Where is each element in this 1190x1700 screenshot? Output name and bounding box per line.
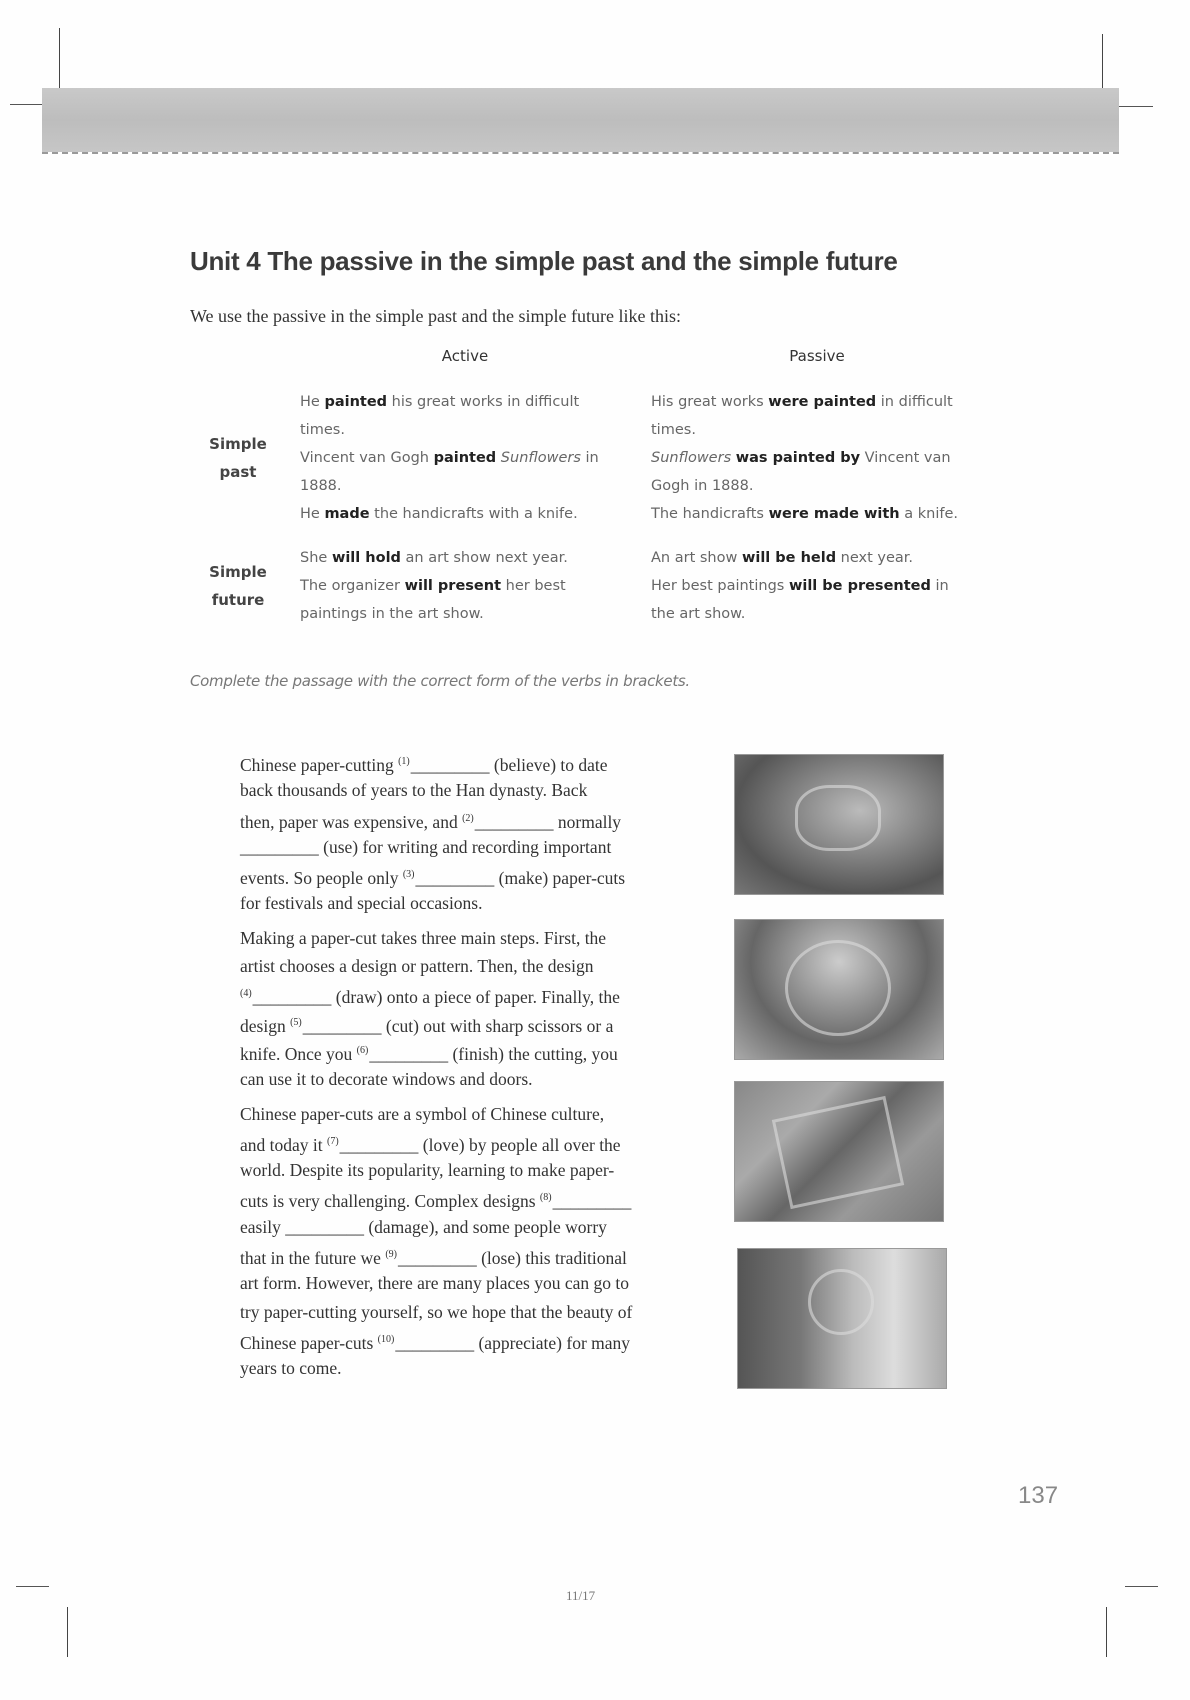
passage-line (240, 1128, 710, 1156)
passage-line (240, 1298, 710, 1326)
text-segment: will be held (741, 550, 837, 566)
crop-mark (1106, 1607, 1107, 1657)
passage-line (240, 1241, 710, 1269)
text-segment: and today it (240, 1134, 327, 1155)
active-examples (300, 388, 599, 528)
passage-line (240, 805, 710, 833)
text-segment: artist chooses a design or pattern. Then, the design (240, 956, 594, 977)
text-segment: events. So people only (240, 868, 403, 889)
text-segment: (finish) the cutting, you (448, 1043, 618, 1064)
row-label-line: Simple (209, 563, 267, 581)
text-segment: for festivals and special occasions. (240, 893, 483, 914)
passage-line (240, 952, 710, 980)
text-segment: easily (240, 1216, 286, 1237)
crop-mark (10, 104, 42, 105)
text-segment: (make) paper-cuts (494, 868, 626, 889)
example-line (651, 572, 949, 600)
example-line (651, 500, 958, 528)
text-segment: cuts is very challenging. Complex designs (240, 1191, 540, 1212)
intro-text: We use the passive in the simple past and the simple future like this: (190, 306, 681, 326)
text-segment: were made with (768, 506, 900, 522)
text-segment: painted (433, 450, 497, 466)
passage-line (240, 1354, 710, 1382)
text-segment: (believe) to date (489, 755, 608, 775)
text-segment: art form. However, there are many places you can go to (240, 1273, 629, 1294)
passage-line (240, 833, 710, 861)
example-line (651, 416, 958, 444)
question-number: (6) (356, 1044, 369, 1056)
text-segment: The handicrafts (651, 506, 769, 522)
crop-mark (1125, 1586, 1158, 1587)
text-segment: (draw) onto a piece of paper. Finally, the (331, 987, 620, 1008)
answer-blank[interactable]: _________ (339, 1134, 419, 1155)
question-number: (4) (240, 988, 252, 1000)
text-segment: He (300, 506, 325, 522)
text-segment: next year. (836, 550, 914, 566)
text-segment: the art show. (651, 606, 746, 622)
answer-blank[interactable]: _________ (302, 1015, 382, 1036)
passive-examples (651, 388, 958, 528)
text-segment: then, paper was expensive, and (240, 811, 463, 832)
text-segment: in (930, 578, 949, 594)
question-number: (8) (539, 1192, 552, 1204)
text-segment: Gogh in 1888. (651, 478, 754, 494)
passage-line (240, 1037, 710, 1065)
text-segment: design (240, 1015, 291, 1036)
passage-line (240, 980, 710, 1008)
passage-line (240, 748, 710, 776)
footer-page-count: 11/17 (566, 1588, 596, 1603)
passage-line (240, 1184, 710, 1212)
text-segment: her best (501, 578, 566, 594)
question-number: (3) (402, 869, 415, 881)
text-segment: a knife. (899, 506, 958, 522)
photo-window-decoration (737, 1248, 947, 1389)
example-line (300, 544, 568, 572)
passage-line (240, 1213, 710, 1241)
crop-mark (1119, 106, 1153, 107)
example-line (651, 388, 958, 416)
text-segment: An art show (651, 550, 742, 566)
answer-blank[interactable]: _________ (552, 1191, 632, 1212)
crop-mark (67, 1607, 68, 1657)
answer-blank[interactable]: _________ (410, 755, 490, 775)
exercise-passage (240, 748, 710, 1389)
text-segment: an art show next year. (400, 550, 568, 566)
text-segment: Chinese paper-cutting (240, 755, 399, 775)
text-segment: Her best paintings (651, 578, 789, 594)
text-segment: paintings in the art show. (300, 606, 484, 622)
page-number: 137 (1018, 1482, 1059, 1509)
photo-scissors-cutting (734, 919, 944, 1060)
example-line (300, 572, 568, 600)
example-line (300, 600, 568, 628)
text-segment: will hold (331, 550, 401, 566)
passage-line (240, 1269, 710, 1297)
text-segment: will be presented (788, 578, 931, 594)
text-segment: Chinese paper-cuts are a symbol of Chinese culture, (240, 1103, 605, 1124)
example-line (300, 472, 599, 500)
text-segment: Vincent van Gogh (300, 450, 434, 466)
passage-paragraph (240, 748, 710, 918)
photo-paper-cutting-hands (734, 754, 944, 895)
text-segment: (appreciate) for many (474, 1332, 631, 1353)
text-segment: (love) by people all over the (418, 1134, 621, 1155)
passage-line (240, 1065, 710, 1093)
row-label (188, 430, 288, 486)
text-segment: normally (553, 811, 622, 832)
text-segment: was painted by (735, 450, 861, 466)
text-segment: that in the future we (240, 1248, 386, 1269)
header-band (42, 88, 1119, 152)
text-segment: world. Despite its popularity, learning to make paper- (240, 1160, 615, 1181)
answer-blank[interactable]: _________ (240, 836, 319, 857)
text-segment: Vincent van (860, 450, 951, 466)
passage-paragraph (240, 1100, 710, 1383)
question-number: (7) (327, 1135, 339, 1147)
answer-blank[interactable]: _________ (395, 1332, 475, 1353)
answer-blank[interactable]: _________ (397, 1248, 477, 1269)
example-line (651, 444, 958, 472)
text-segment: times. (300, 422, 345, 438)
text-segment: try paper-cutting yourself, so we hope that the beauty of (240, 1301, 633, 1322)
page-title: Unit 4 The passive in the simple past and the simple future (190, 246, 898, 276)
question-number: (5) (290, 1016, 302, 1028)
example-line (300, 388, 599, 416)
example-line (651, 600, 949, 628)
passage-line (240, 1100, 710, 1128)
text-segment: in (580, 450, 599, 466)
answer-blank[interactable]: _________ (285, 1216, 364, 1237)
example-line (651, 472, 958, 500)
text-segment: times. (651, 422, 696, 438)
text-segment: his great works in difficult (387, 394, 580, 410)
text-segment: will present (404, 578, 502, 594)
passage-line (240, 889, 710, 917)
text-segment: Making a paper-cut takes three main steps. First, the (240, 927, 607, 948)
passage-line (240, 1156, 710, 1184)
example-line (300, 416, 599, 444)
text-segment: knife. Once you (240, 1043, 357, 1064)
text-segment: (damage), and some people worry (363, 1216, 607, 1237)
text-segment: were painted (768, 394, 877, 410)
exercise-instruction: Complete the passage with the correct form of the verbs in brackets. (190, 672, 690, 690)
question-number: (10) (377, 1333, 395, 1345)
passage-line (240, 861, 710, 889)
answer-blank[interactable]: _________ (369, 1043, 449, 1064)
row-label-line: future (211, 591, 265, 609)
text-segment: in difficult (876, 394, 953, 410)
text-segment: (use) for writing and recording important (318, 836, 612, 857)
text-segment: Sunflowers (500, 450, 581, 466)
text-segment: years to come. (240, 1358, 342, 1379)
row-label-line: past (219, 463, 257, 481)
text-segment: The organizer (300, 578, 405, 594)
text-segment: Sunflowers (651, 450, 732, 466)
photo-framed-paper-cuts (734, 1081, 944, 1222)
cut-line (42, 152, 1119, 154)
text-segment: the handicrafts with a knife. (369, 506, 578, 522)
passage-paragraph (240, 924, 710, 1094)
question-number: (1) (398, 756, 410, 767)
crop-mark (16, 1586, 49, 1587)
column-header-active: Active (441, 347, 489, 365)
passage-line (240, 1009, 710, 1037)
passive-examples (651, 544, 949, 628)
answer-blank[interactable]: _________ (474, 811, 554, 832)
active-examples (300, 544, 568, 628)
text-segment: (cut) out with sharp scissors or a (381, 1015, 614, 1036)
text-segment: painted (324, 394, 388, 410)
crop-mark (1102, 34, 1103, 88)
text-segment: She (300, 550, 332, 566)
question-number: (9) (385, 1249, 397, 1261)
text-segment: back thousands of years to the Han dynasty. Back (240, 780, 588, 801)
answer-blank[interactable]: _________ (252, 987, 332, 1008)
text-segment: Chinese paper-cuts (240, 1332, 378, 1353)
passage-line (240, 776, 710, 804)
text-segment: made (324, 506, 370, 522)
question-number: (2) (462, 812, 474, 824)
text-segment: (lose) this traditional (476, 1248, 627, 1269)
passage-line (240, 924, 710, 952)
text-segment: 1888. (300, 478, 342, 494)
row-label-line: Simple (209, 435, 267, 453)
passage-line (240, 1326, 710, 1354)
example-line (300, 444, 599, 472)
text-segment: His great works (651, 394, 769, 410)
example-line (651, 544, 949, 572)
crop-mark (59, 28, 60, 88)
example-line (300, 500, 599, 528)
text-segment: can use it to decorate windows and doors. (240, 1069, 533, 1090)
answer-blank[interactable]: _________ (415, 868, 495, 889)
text-segment: He (300, 394, 325, 410)
row-label (188, 558, 288, 614)
column-header-passive: Passive (789, 347, 845, 365)
